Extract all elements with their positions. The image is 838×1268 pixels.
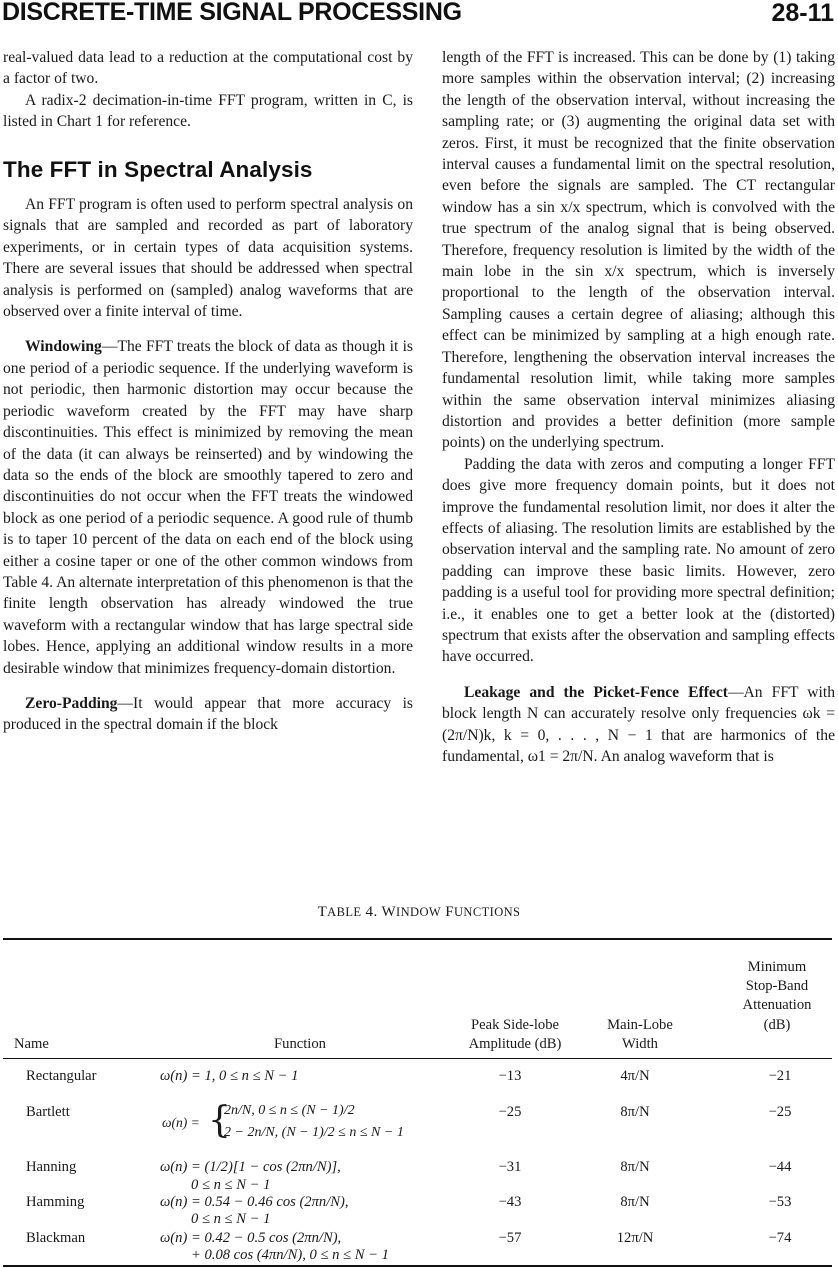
table-cell-function-line2: 2 − 2n/N, (N − 1)/2 ≤ n ≤ N − 1 bbox=[224, 1125, 404, 1140]
paragraph: length of the FFT is increased. This can be done by (1) taking more samples within the observation interval; (2) increasing the length of the observation interval, without increasing the sampling rate; or (3) augmenting the original data set with zeros. First, it must be recognized that the finite observation interval causes a fundamental limit on the spectral resolution, even before the signals are sampled. The CT rectangular window has a sin x/x spectrum, which is convolved with the true spectrum of the analog signal that is being observed. Therefore, frequency resolution is limited by the width of the main lobe in the sin x/x spectrum, which is inversely proportional to the length of the observation interval. Sampling causes a certain degree of aliasing; although this effect can be minimized by sampling at a high enough rate. Therefore, lengthening the observation interval increases the fundamental resolution limit, while taking more samples within the same observation interval minimizes aliasing distortion and provides a better definition (more sample points) on the underlying spectrum. bbox=[442, 49, 835, 452]
table-cell-function: ω(n) = 1, 0 ≤ n ≤ N − 1 bbox=[160, 1068, 299, 1084]
brace-glyph: { bbox=[208, 1100, 231, 1141]
header-main-2: Width bbox=[622, 1036, 658, 1052]
paragraph-body: —An FFT with block length N can accurately resolve only frequencies ωk = (2π/N)k, k = 0, . . . , N − 1 that are harmonics of the fundamental, ω1 = 2π/N. An analog waveform that is bbox=[442, 683, 835, 765]
table-cell-attenuation: −21 bbox=[768, 1068, 792, 1084]
paragraph-windowing bbox=[3, 336, 413, 679]
paragraph-zero-padding bbox=[3, 693, 413, 736]
table-top-rule bbox=[3, 938, 832, 940]
table-cell-attenuation: −53 bbox=[768, 1194, 792, 1210]
table-cell-name: Hamming bbox=[26, 1194, 85, 1210]
caption-part: UNCTIONS bbox=[454, 905, 521, 919]
table-caption bbox=[0, 904, 838, 921]
running-title: DISCRETE-TIME SIGNAL PROCESSING bbox=[2, 0, 462, 26]
table-cell-name: Hanning bbox=[26, 1159, 77, 1175]
table-cell-peak: −25 bbox=[498, 1104, 522, 1120]
running-header bbox=[0, 0, 838, 30]
table-cell-function-lhs: ω(n) = bbox=[162, 1115, 200, 1130]
header-peak-2: Amplitude (dB) bbox=[468, 1036, 562, 1052]
table-cell-function-line2: 0 ≤ n ≤ N − 1 bbox=[191, 1177, 271, 1193]
table-cell-function: ω(n) = 0.42 − 0.5 cos (2πn/N), bbox=[160, 1230, 342, 1246]
header-min-4: (dB) bbox=[763, 1017, 791, 1033]
table-cell-mainlobe: 4π/N bbox=[620, 1068, 650, 1084]
run-in-heading: Leakage and the Picket-Fence Effect bbox=[464, 683, 728, 701]
table-cell-peak: −57 bbox=[498, 1230, 522, 1246]
table-cell-attenuation: −25 bbox=[768, 1104, 792, 1120]
table-cell-peak: −13 bbox=[498, 1068, 522, 1084]
table-cell-peak: −43 bbox=[498, 1194, 522, 1210]
table-cell-function-line2: + 0.08 cos (4πn/N), 0 ≤ n ≤ N − 1 bbox=[191, 1247, 389, 1263]
paragraph: A radix-2 decimation-in-time FFT program, written in C, is listed in Chart 1 for reference. bbox=[3, 91, 413, 131]
right-column bbox=[442, 47, 835, 767]
table-cell-attenuation: −44 bbox=[768, 1159, 792, 1175]
table-cell-attenuation: −74 bbox=[768, 1230, 792, 1246]
table-cell-peak: −31 bbox=[498, 1159, 522, 1175]
paragraph: Padding the data with zeros and computing a longer FFT does give more frequency domain points, but it does not improve the fundamental resolution limit, nor does it alter the effects of aliasing. The resolution limits are established by the observation interval and the sampling rate. No amount of zero padding can improve these basic limits. However, zero padding is a useful tool for providing more spectral definition; i.e., it enables one to get a better look at the (distorted) spectrum that exists after the observation and sampling effects have occurred. bbox=[442, 455, 835, 666]
left-column bbox=[3, 47, 413, 736]
table-bottom-rule bbox=[3, 1265, 832, 1267]
caption-part: T bbox=[317, 904, 328, 920]
table-cell-name: Bartlett bbox=[26, 1104, 70, 1120]
paragraph-body: —The FFT treats the block of data as though it is one period of a periodic sequence. If the underlying waveform is not periodic, then harmonic distortion may occur because the periodic waveform created by the FFT may have sharp discontinuities. This effect is minimized by removing the mean of the data (it can always be reinserted) and by windowing the data so the ends of the block are smoothly tapered to zero and discontinuities do not occur when the FFT treats the windowed block as one period of a periodic sequence. A good rule of thumb is to taper 10 percent of the data on each end of the block using either a cosine taper or one of the other common windows from Table 4. An alternate interpretation of this phenomenon is that the finite length observation has already windowed the true waveform with a rectangular window that has large spectral side lobes. Hence, applying an additional window results in a more desirable window that minimizes frequency-domain distortion. bbox=[3, 338, 413, 677]
page-number: 28-11 bbox=[771, 0, 834, 27]
paragraph-leakage bbox=[442, 682, 835, 768]
caption-part: ABLE bbox=[327, 905, 362, 919]
table-cell-mainlobe: 8π/N bbox=[620, 1194, 650, 1210]
caption-part: F bbox=[441, 904, 454, 920]
paragraph: real-valued data lead to a reduction at the computational cost by a factor of two. bbox=[3, 49, 413, 88]
table-header-rule bbox=[3, 1058, 832, 1059]
section-heading: The FFT in Spectral Analysis bbox=[3, 156, 313, 182]
run-in-heading: Windowing bbox=[25, 338, 102, 356]
paragraph: An FFT program is often used to perform spectral analysis on signals that are sampled and recorded as part of laboratory experiments, or in certain types of data acquisition systems. There are several issues that should be addressed when spectral analysis is performed on (sampled) analog waveforms that are observed over a finite interval of time. bbox=[3, 196, 413, 321]
table-cell-function: 2n/N, 0 ≤ n ≤ (N − 1)/2 bbox=[224, 1103, 355, 1118]
header-name: Name bbox=[14, 1036, 49, 1052]
paragraph-body: —It would appear that more accuracy is produced in the spectral domain if the block bbox=[3, 694, 413, 734]
run-in-heading: Zero-Padding bbox=[25, 694, 118, 712]
table-cell-name: Blackman bbox=[26, 1230, 86, 1246]
header-min-2: Stop-Band bbox=[745, 978, 809, 994]
table-cell-name: Rectangular bbox=[26, 1068, 97, 1084]
caption-part: 4. W bbox=[361, 904, 397, 920]
header-main-1: Main-Lobe bbox=[607, 1017, 673, 1033]
table-cell-function: ω(n) = 0.54 − 0.46 cos (2πn/N), bbox=[160, 1194, 349, 1210]
caption-part: INDOW bbox=[396, 905, 442, 919]
header-min-3: Attenuation bbox=[742, 997, 812, 1013]
table-cell-mainlobe: 8π/N bbox=[620, 1159, 650, 1175]
table-cell-mainlobe: 8π/N bbox=[620, 1104, 650, 1120]
header-min-1: Minimum bbox=[747, 959, 807, 975]
table-cell-mainlobe: 12π/N bbox=[616, 1230, 654, 1246]
table-cell-function-line2: 0 ≤ n ≤ N − 1 bbox=[191, 1211, 271, 1227]
header-peak-1: Peak Side-lobe bbox=[471, 1017, 559, 1033]
header-function: Function bbox=[274, 1036, 326, 1052]
table-cell-function: ω(n) = (1/2)[1 − cos (2πn/N)], bbox=[160, 1159, 341, 1175]
